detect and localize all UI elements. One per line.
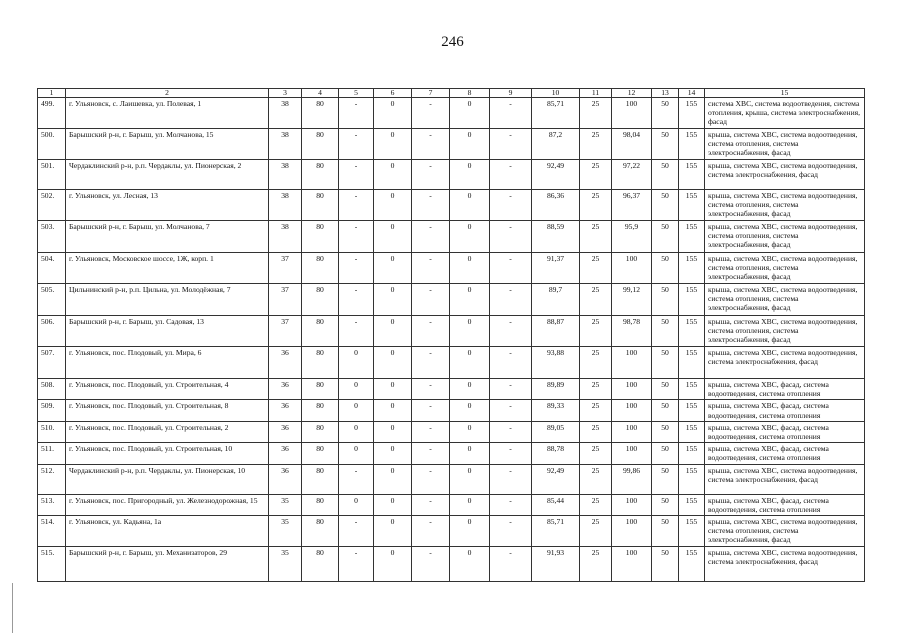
value-cell: 0 (374, 221, 412, 253)
value-cell: 80 (302, 400, 339, 421)
value-cell: 0 (450, 98, 490, 129)
table-row (38, 464, 865, 494)
value-cell: 80 (302, 284, 339, 316)
value-cell: 0 (374, 494, 412, 515)
value-cell: 95,9 (612, 221, 652, 253)
value-cell: 50 (652, 516, 679, 547)
value-cell: 92,49 (532, 160, 580, 190)
value-cell: 155 (679, 316, 705, 347)
row-number: 507. (38, 347, 66, 379)
works-cell: крыша, система ХВС, система водоотведения, система электроснабжения, фасад (705, 547, 865, 582)
value-cell: - (490, 494, 532, 515)
value-cell: 25 (580, 253, 612, 284)
value-cell: 0 (450, 400, 490, 421)
value-cell: 0 (450, 494, 490, 515)
value-cell: - (490, 547, 532, 582)
value-cell: 155 (679, 443, 705, 464)
value-cell: - (412, 316, 450, 347)
value-cell: 0 (374, 160, 412, 190)
works-cell: система ХВС, система водоотведения, система отопления, крыша, система электроснабжения, фасад (705, 98, 865, 129)
value-cell: - (339, 129, 374, 160)
value-cell: 25 (580, 160, 612, 190)
value-cell: 50 (652, 443, 679, 464)
value-cell: - (490, 190, 532, 221)
value-cell: 92,49 (532, 464, 580, 494)
value-cell: 25 (580, 443, 612, 464)
value-cell: 50 (652, 284, 679, 316)
value-cell: - (339, 547, 374, 582)
value-cell: 0 (339, 421, 374, 442)
value-cell: - (490, 421, 532, 442)
value-cell: 80 (302, 129, 339, 160)
value-cell: 25 (580, 516, 612, 547)
value-cell: 155 (679, 421, 705, 442)
value-cell: 88,78 (532, 443, 580, 464)
address-cell: Чердаклинский р-н, р.п. Чердаклы, ул. Пионерская, 10 (66, 464, 269, 494)
value-cell: 0 (339, 443, 374, 464)
row-number: 506. (38, 316, 66, 347)
value-cell: 100 (612, 379, 652, 400)
value-cell: 80 (302, 547, 339, 582)
works-cell: крыша, система ХВС, фасад, система водоотведения, система отопления (705, 421, 865, 442)
row-number: 501. (38, 160, 66, 190)
address-cell: г. Ульяновск, ул. Кадьяна, 1а (66, 516, 269, 547)
value-cell: - (412, 547, 450, 582)
address-cell: г. Ульяновск, пос. Плодовый, ул. Строительная, 10 (66, 443, 269, 464)
works-cell: крыша, система ХВС, система водоотведения, система отопления, система электроснабжения, фасад (705, 190, 865, 221)
address-cell: г. Ульяновск, ул. Лесная, 13 (66, 190, 269, 221)
value-cell: - (490, 160, 532, 190)
value-cell: - (412, 190, 450, 221)
margin-line (12, 583, 13, 633)
address-cell: Барышский р-н, г. Барыш, ул. Молчанова, 7 (66, 221, 269, 253)
value-cell: 87,2 (532, 129, 580, 160)
works-cell: крыша, система ХВС, система водоотведения, система отопления, система электроснабжения, фасад (705, 253, 865, 284)
value-cell: 0 (374, 284, 412, 316)
value-cell: 80 (302, 464, 339, 494)
column-header: 4 (302, 89, 339, 98)
column-header: 3 (269, 89, 302, 98)
column-header: 7 (412, 89, 450, 98)
value-cell: - (490, 129, 532, 160)
works-cell: крыша, система ХВС, система водоотведения, система отопления, система электроснабжения, фасад (705, 129, 865, 160)
table-row (38, 379, 865, 400)
column-header: 1 (38, 89, 66, 98)
value-cell: 100 (612, 253, 652, 284)
value-cell: 0 (374, 400, 412, 421)
value-cell: 0 (374, 316, 412, 347)
value-cell: 0 (450, 284, 490, 316)
value-cell: 0 (374, 253, 412, 284)
value-cell: 89,89 (532, 379, 580, 400)
value-cell: - (412, 160, 450, 190)
value-cell: 100 (612, 443, 652, 464)
value-cell: 100 (612, 547, 652, 582)
value-cell: 25 (580, 421, 612, 442)
value-cell: 0 (374, 347, 412, 379)
value-cell: 25 (580, 379, 612, 400)
value-cell: - (490, 253, 532, 284)
value-cell: 25 (580, 464, 612, 494)
row-number: 504. (38, 253, 66, 284)
value-cell: 80 (302, 347, 339, 379)
value-cell: 86,36 (532, 190, 580, 221)
address-cell: г. Ульяновск, пос. Плодовый, ул. Строительная, 2 (66, 421, 269, 442)
address-cell: Чердаклинский р-н, р.п. Чердаклы, ул. Пионерская, 2 (66, 160, 269, 190)
works-cell: крыша, система ХВС, фасад, система водоотведения, система отопления (705, 494, 865, 515)
table-row (38, 421, 865, 442)
value-cell: 0 (339, 494, 374, 515)
value-cell: 50 (652, 221, 679, 253)
value-cell: - (490, 98, 532, 129)
value-cell: - (339, 221, 374, 253)
value-cell: 98,78 (612, 316, 652, 347)
table-row (38, 98, 865, 129)
value-cell: 0 (374, 443, 412, 464)
works-cell: крыша, система ХВС, система водоотведения, система отопления, система электроснабжения, фасад (705, 284, 865, 316)
address-cell: Барышский р-н, г. Барыш, ул. Садовая, 13 (66, 316, 269, 347)
value-cell: 80 (302, 190, 339, 221)
table-row (38, 221, 865, 253)
value-cell: 50 (652, 190, 679, 221)
table-row (38, 516, 865, 547)
value-cell: 25 (580, 190, 612, 221)
value-cell: 36 (269, 443, 302, 464)
address-cell: Барышский р-н, г. Барыш, ул. Механизаторов, 29 (66, 547, 269, 582)
value-cell: 37 (269, 284, 302, 316)
works-cell: крыша, система ХВС, система водоотведения, система отопления, система электроснабжения, фасад (705, 221, 865, 253)
value-cell: 0 (374, 190, 412, 221)
value-cell: - (339, 284, 374, 316)
value-cell: 0 (374, 516, 412, 547)
value-cell: 25 (580, 98, 612, 129)
value-cell: - (412, 253, 450, 284)
value-cell: 100 (612, 400, 652, 421)
value-cell: 155 (679, 516, 705, 547)
value-cell: - (490, 221, 532, 253)
value-cell: 85,44 (532, 494, 580, 515)
works-cell: крыша, система ХВС, система водоотведения, система отопления, система электроснабжения, фасад (705, 316, 865, 347)
row-number: 514. (38, 516, 66, 547)
value-cell: 50 (652, 400, 679, 421)
header-row (38, 89, 865, 98)
value-cell: 0 (339, 347, 374, 379)
value-cell: 88,87 (532, 316, 580, 347)
value-cell: 36 (269, 347, 302, 379)
value-cell: 155 (679, 253, 705, 284)
value-cell: 80 (302, 316, 339, 347)
value-cell: 80 (302, 160, 339, 190)
row-number: 500. (38, 129, 66, 160)
value-cell: 0 (374, 129, 412, 160)
column-header: 9 (490, 89, 532, 98)
row-number: 502. (38, 190, 66, 221)
value-cell: 0 (450, 221, 490, 253)
value-cell: 100 (612, 421, 652, 442)
value-cell: 38 (269, 129, 302, 160)
value-cell: 0 (374, 547, 412, 582)
value-cell: - (339, 98, 374, 129)
page-number: 246 (441, 34, 464, 50)
value-cell: - (490, 464, 532, 494)
value-cell: 80 (302, 421, 339, 442)
address-cell: Цильнинский р-н, р.п. Цильна, ул. Молодёжная, 7 (66, 284, 269, 316)
value-cell: 100 (612, 347, 652, 379)
value-cell: 88,59 (532, 221, 580, 253)
value-cell: 0 (450, 516, 490, 547)
works-cell: крыша, система ХВС, фасад, система водоотведения, система отопления (705, 400, 865, 421)
value-cell: - (490, 284, 532, 316)
value-cell: - (339, 253, 374, 284)
value-cell: 85,71 (532, 516, 580, 547)
value-cell: - (412, 400, 450, 421)
value-cell: 36 (269, 379, 302, 400)
value-cell: 0 (374, 379, 412, 400)
value-cell: 25 (580, 400, 612, 421)
value-cell: 36 (269, 421, 302, 442)
value-cell: 93,88 (532, 347, 580, 379)
value-cell: - (490, 347, 532, 379)
value-cell: 155 (679, 464, 705, 494)
value-cell: 25 (580, 221, 612, 253)
value-cell: 80 (302, 253, 339, 284)
value-cell: 0 (450, 547, 490, 582)
value-cell: 50 (652, 129, 679, 160)
value-cell: 36 (269, 464, 302, 494)
value-cell: 155 (679, 494, 705, 515)
value-cell: 38 (269, 98, 302, 129)
works-cell: крыша, система ХВС, фасад, система водоотведения, система отопления (705, 443, 865, 464)
table-row (38, 400, 865, 421)
value-cell: 37 (269, 316, 302, 347)
value-cell: 50 (652, 160, 679, 190)
table-row (38, 253, 865, 284)
value-cell: 35 (269, 547, 302, 582)
row-number: 515. (38, 547, 66, 582)
value-cell: 50 (652, 547, 679, 582)
column-header: 11 (580, 89, 612, 98)
value-cell: 25 (580, 494, 612, 515)
value-cell: 50 (652, 253, 679, 284)
value-cell: 25 (580, 284, 612, 316)
value-cell: 0 (450, 347, 490, 379)
value-cell: 0 (450, 129, 490, 160)
value-cell: 80 (302, 379, 339, 400)
value-cell: - (339, 160, 374, 190)
value-cell: 91,37 (532, 253, 580, 284)
address-cell: г. Ульяновск, пос. Плодовый, ул. Строительная, 8 (66, 400, 269, 421)
value-cell: 100 (612, 98, 652, 129)
address-cell: Барышский р-н, г. Барыш, ул. Молчанова, 15 (66, 129, 269, 160)
value-cell: 0 (374, 464, 412, 494)
value-cell: 35 (269, 494, 302, 515)
column-header: 2 (66, 89, 269, 98)
value-cell: 155 (679, 129, 705, 160)
table-header (38, 89, 865, 98)
value-cell: 50 (652, 379, 679, 400)
row-number: 511. (38, 443, 66, 464)
value-cell: 98,04 (612, 129, 652, 160)
value-cell: - (412, 494, 450, 515)
works-cell: крыша, система ХВС, система водоотведения, система электроснабжения, фасад (705, 160, 865, 190)
value-cell: 37 (269, 253, 302, 284)
value-cell: 50 (652, 494, 679, 515)
value-cell: 50 (652, 421, 679, 442)
value-cell: - (412, 516, 450, 547)
value-cell: 80 (302, 494, 339, 515)
table-body (38, 98, 865, 582)
value-cell: 0 (450, 421, 490, 442)
value-cell: 155 (679, 98, 705, 129)
value-cell: - (339, 316, 374, 347)
value-cell: - (490, 443, 532, 464)
value-cell: 50 (652, 316, 679, 347)
column-header: 8 (450, 89, 490, 98)
column-header: 10 (532, 89, 580, 98)
value-cell: 0 (450, 190, 490, 221)
value-cell: 80 (302, 221, 339, 253)
table-row (38, 443, 865, 464)
address-cell: г. Ульяновск, пос. Пригородный, ул. Железнодорожная, 15 (66, 494, 269, 515)
value-cell: 0 (339, 379, 374, 400)
value-cell: 99,12 (612, 284, 652, 316)
value-cell: - (412, 421, 450, 442)
works-cell: крыша, система ХВС, фасад, система водоотведения, система отопления (705, 379, 865, 400)
value-cell: 155 (679, 221, 705, 253)
value-cell: 80 (302, 443, 339, 464)
column-header: 14 (679, 89, 705, 98)
column-header: 5 (339, 89, 374, 98)
value-cell: 155 (679, 547, 705, 582)
column-header: 15 (705, 89, 865, 98)
value-cell: 25 (580, 316, 612, 347)
value-cell: 155 (679, 400, 705, 421)
value-cell: 0 (374, 98, 412, 129)
value-cell: 80 (302, 98, 339, 129)
table-row (38, 190, 865, 221)
value-cell: 80 (302, 516, 339, 547)
value-cell: 100 (612, 516, 652, 547)
value-cell: - (490, 516, 532, 547)
value-cell: 25 (580, 547, 612, 582)
value-cell: 38 (269, 190, 302, 221)
works-cell: крыша, система ХВС, система водоотведения, система отопления, система электроснабжения, фасад (705, 516, 865, 547)
address-cell: г. Ульяновск, пос. Плодовый, ул. Строительная, 4 (66, 379, 269, 400)
row-number: 509. (38, 400, 66, 421)
row-number: 512. (38, 464, 66, 494)
value-cell: - (339, 516, 374, 547)
value-cell: 100 (612, 494, 652, 515)
value-cell: - (490, 400, 532, 421)
value-cell: 25 (580, 347, 612, 379)
value-cell: 0 (450, 316, 490, 347)
value-cell: 155 (679, 190, 705, 221)
value-cell: - (412, 98, 450, 129)
row-number: 503. (38, 221, 66, 253)
row-number: 505. (38, 284, 66, 316)
value-cell: - (339, 190, 374, 221)
value-cell: 89,05 (532, 421, 580, 442)
row-number: 508. (38, 379, 66, 400)
address-cell: г. Ульяновск, с. Лаишевка, ул. Полевая, 1 (66, 98, 269, 129)
value-cell: 50 (652, 98, 679, 129)
column-header: 13 (652, 89, 679, 98)
value-cell: 89,33 (532, 400, 580, 421)
value-cell: - (490, 316, 532, 347)
value-cell: 0 (339, 400, 374, 421)
table-row (38, 347, 865, 379)
value-cell: 99,86 (612, 464, 652, 494)
value-cell: 38 (269, 221, 302, 253)
table-row (38, 129, 865, 160)
value-cell: 0 (450, 160, 490, 190)
value-cell: 155 (679, 347, 705, 379)
row-number: 510. (38, 421, 66, 442)
value-cell: 155 (679, 160, 705, 190)
table-row (38, 284, 865, 316)
value-cell: - (490, 379, 532, 400)
value-cell: 155 (679, 284, 705, 316)
value-cell: 0 (450, 379, 490, 400)
value-cell: - (339, 464, 374, 494)
table-row (38, 494, 865, 515)
value-cell: 0 (450, 443, 490, 464)
value-cell: 0 (374, 421, 412, 442)
value-cell: 36 (269, 400, 302, 421)
address-cell: г. Ульяновск, пос. Плодовый, ул. Мира, 6 (66, 347, 269, 379)
works-cell: крыша, система ХВС, система водоотведения, система электроснабжения, фасад (705, 347, 865, 379)
table-row (38, 316, 865, 347)
row-number: 499. (38, 98, 66, 129)
value-cell: - (412, 443, 450, 464)
column-header: 12 (612, 89, 652, 98)
value-cell: 85,71 (532, 98, 580, 129)
value-cell: 25 (580, 129, 612, 160)
value-cell: - (412, 379, 450, 400)
value-cell: 97,22 (612, 160, 652, 190)
value-cell: 91,93 (532, 547, 580, 582)
column-header: 6 (374, 89, 412, 98)
works-cell: крыша, система ХВС, система водоотведения, система электроснабжения, фасад (705, 464, 865, 494)
housing-repair-table (37, 88, 865, 582)
table-row (38, 160, 865, 190)
table-row (38, 547, 865, 582)
row-number: 513. (38, 494, 66, 515)
value-cell: 35 (269, 516, 302, 547)
value-cell: 0 (450, 253, 490, 284)
value-cell: 50 (652, 464, 679, 494)
value-cell: - (412, 284, 450, 316)
value-cell: 0 (450, 464, 490, 494)
value-cell: 38 (269, 160, 302, 190)
value-cell: 96,37 (612, 190, 652, 221)
value-cell: 89,7 (532, 284, 580, 316)
value-cell: - (412, 464, 450, 494)
value-cell: - (412, 347, 450, 379)
value-cell: 50 (652, 347, 679, 379)
value-cell: 155 (679, 379, 705, 400)
value-cell: - (412, 221, 450, 253)
value-cell: - (412, 129, 450, 160)
address-cell: г. Ульяновск, Московское шоссе, 1Ж, корп. 1 (66, 253, 269, 284)
